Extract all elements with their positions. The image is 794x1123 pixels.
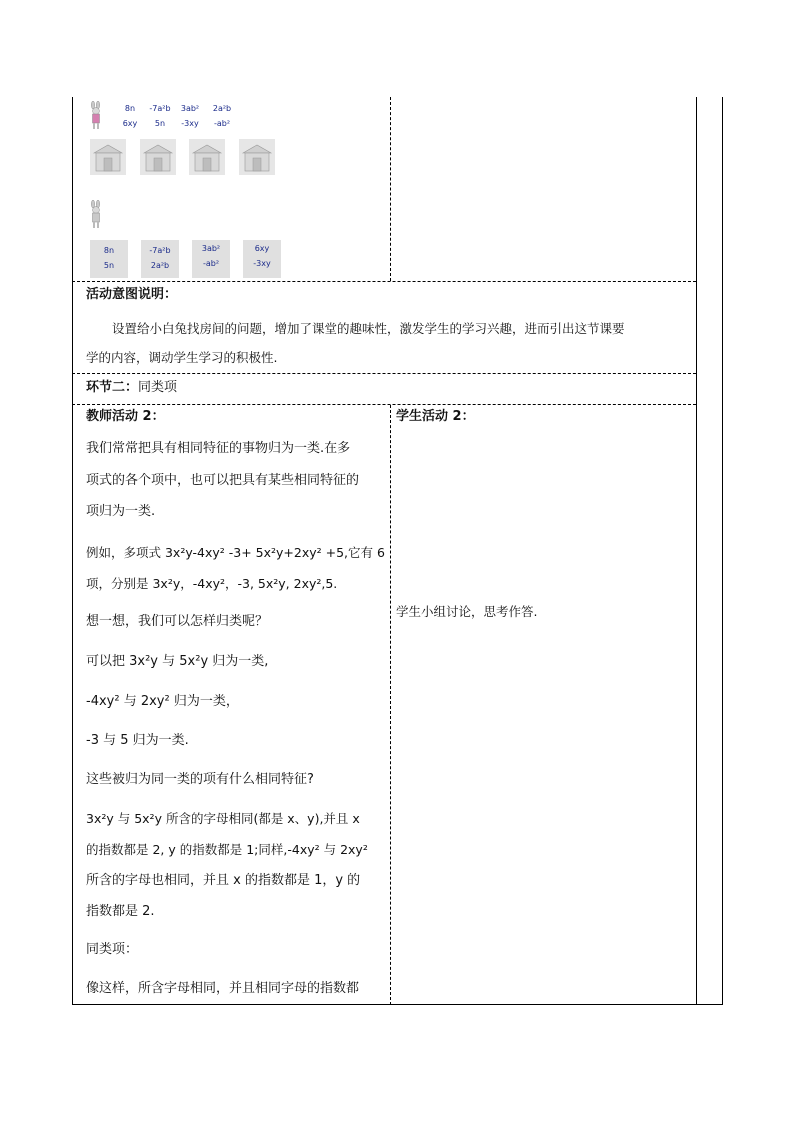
- house-icon: [239, 139, 275, 175]
- teacher-activity-heading: 教师活动 2：: [86, 409, 165, 424]
- teacher-line: 像这样，所含字母相同，并且相同字母的指数都: [86, 981, 360, 996]
- row-divider-1: [72, 281, 696, 282]
- room-with-terms: [243, 240, 281, 278]
- rabbit-figure-top: [88, 101, 104, 135]
- section-title: 同类项: [138, 380, 178, 395]
- term-pair-2-b: 5n: [154, 119, 166, 128]
- section-heading: [86, 380, 177, 396]
- column-divider-bottom: [390, 405, 391, 1005]
- teacher-line: -3 与 5 归为一类.: [86, 733, 189, 748]
- intent-line-1: 设置给小白兔找房间的问题，增加了课堂的趣味性，激发学生的学习兴趣，进而引出这节课要: [112, 321, 625, 336]
- teacher-line: 的指数都是 2, y 的指数都是 1;同样,-4xy² 与 2xy²: [86, 842, 368, 857]
- table-bottom-border: [72, 1004, 722, 1005]
- column-divider-top: [390, 97, 391, 281]
- room-2-term-a: -7a²b: [149, 246, 171, 255]
- teacher-line: 可以把 3x²y 与 5x²y 归为一类,: [86, 654, 269, 669]
- house-icon: [189, 139, 225, 175]
- teacher-line: 项，分别是 3x²y，-4xy²，-3, 5x²y, 2xy²,5.: [86, 576, 338, 591]
- room-3-term-b: -ab²: [202, 259, 220, 268]
- teacher-line: 所含的字母也相同，并且 x 的指数都是 1，y 的: [86, 873, 361, 888]
- intent-heading: 活动意图说明：: [86, 287, 178, 302]
- term-pair-1-b: 6xy: [122, 119, 138, 128]
- house-icon: [140, 139, 176, 175]
- term-pair-4-a: 2a²b: [212, 104, 232, 113]
- rabbit-figure-bottom: [88, 200, 104, 234]
- room-2-term-b: 2a²b: [150, 261, 170, 270]
- row-divider-2: [72, 373, 696, 374]
- teacher-line: 想一想，我们可以怎样归类呢？: [86, 614, 269, 629]
- room-with-terms: [192, 240, 230, 278]
- term-pair-3-b: -3xy: [181, 119, 199, 128]
- term-pair-1-a: 8n: [124, 104, 136, 113]
- room-4-term-a: 6xy: [254, 244, 270, 253]
- table-left-border: [72, 97, 73, 1005]
- teacher-line: -4xy² 与 2xy² 归为一类，: [86, 694, 239, 709]
- room-with-terms: [90, 240, 128, 278]
- term-pair-2-a: -7a²b: [149, 104, 171, 113]
- intent-line-2: 学的内容，调动学生学习的积极性.: [86, 350, 278, 365]
- term-pair-4-b: -ab²: [213, 119, 231, 128]
- table-right-inner-border: [696, 97, 697, 1005]
- teacher-line: 我们常常把具有相同特征的事物归为一类.在多: [86, 441, 351, 456]
- student-activity-heading: 学生活动 2：: [396, 409, 475, 424]
- room-1-term-b: 5n: [103, 261, 115, 270]
- house-icon: [90, 139, 126, 175]
- row-divider-3: [72, 404, 696, 405]
- student-answer: 学生小组讨论，思考作答.: [396, 604, 538, 619]
- teacher-line: 项归为一类.: [86, 504, 156, 519]
- teacher-line: 同类项：: [86, 942, 139, 957]
- teacher-line: 3x²y 与 5x²y 所含的字母相同(都是 x、y),并且 x: [86, 811, 360, 826]
- teacher-line: 这些被归为同一类的项有什么相同特征?: [86, 772, 314, 787]
- room-3-term-a: 3ab²: [201, 244, 221, 253]
- table-right-border: [722, 97, 723, 1005]
- teacher-line: 指数都是 2.: [86, 904, 155, 919]
- room-with-terms: [141, 240, 179, 278]
- room-4-term-b: -3xy: [253, 259, 271, 268]
- section-label: 环节二：: [86, 380, 139, 395]
- room-1-term-a: 8n: [103, 246, 115, 255]
- term-pair-3-a: 3ab²: [180, 104, 200, 113]
- teacher-line: 项式的各个项中，也可以把具有某些相同特征的: [86, 473, 360, 488]
- teacher-line: 例如，多项式 3x²y-4xy² -3+ 5x²y+2xy² +5,它有 6: [86, 545, 385, 560]
